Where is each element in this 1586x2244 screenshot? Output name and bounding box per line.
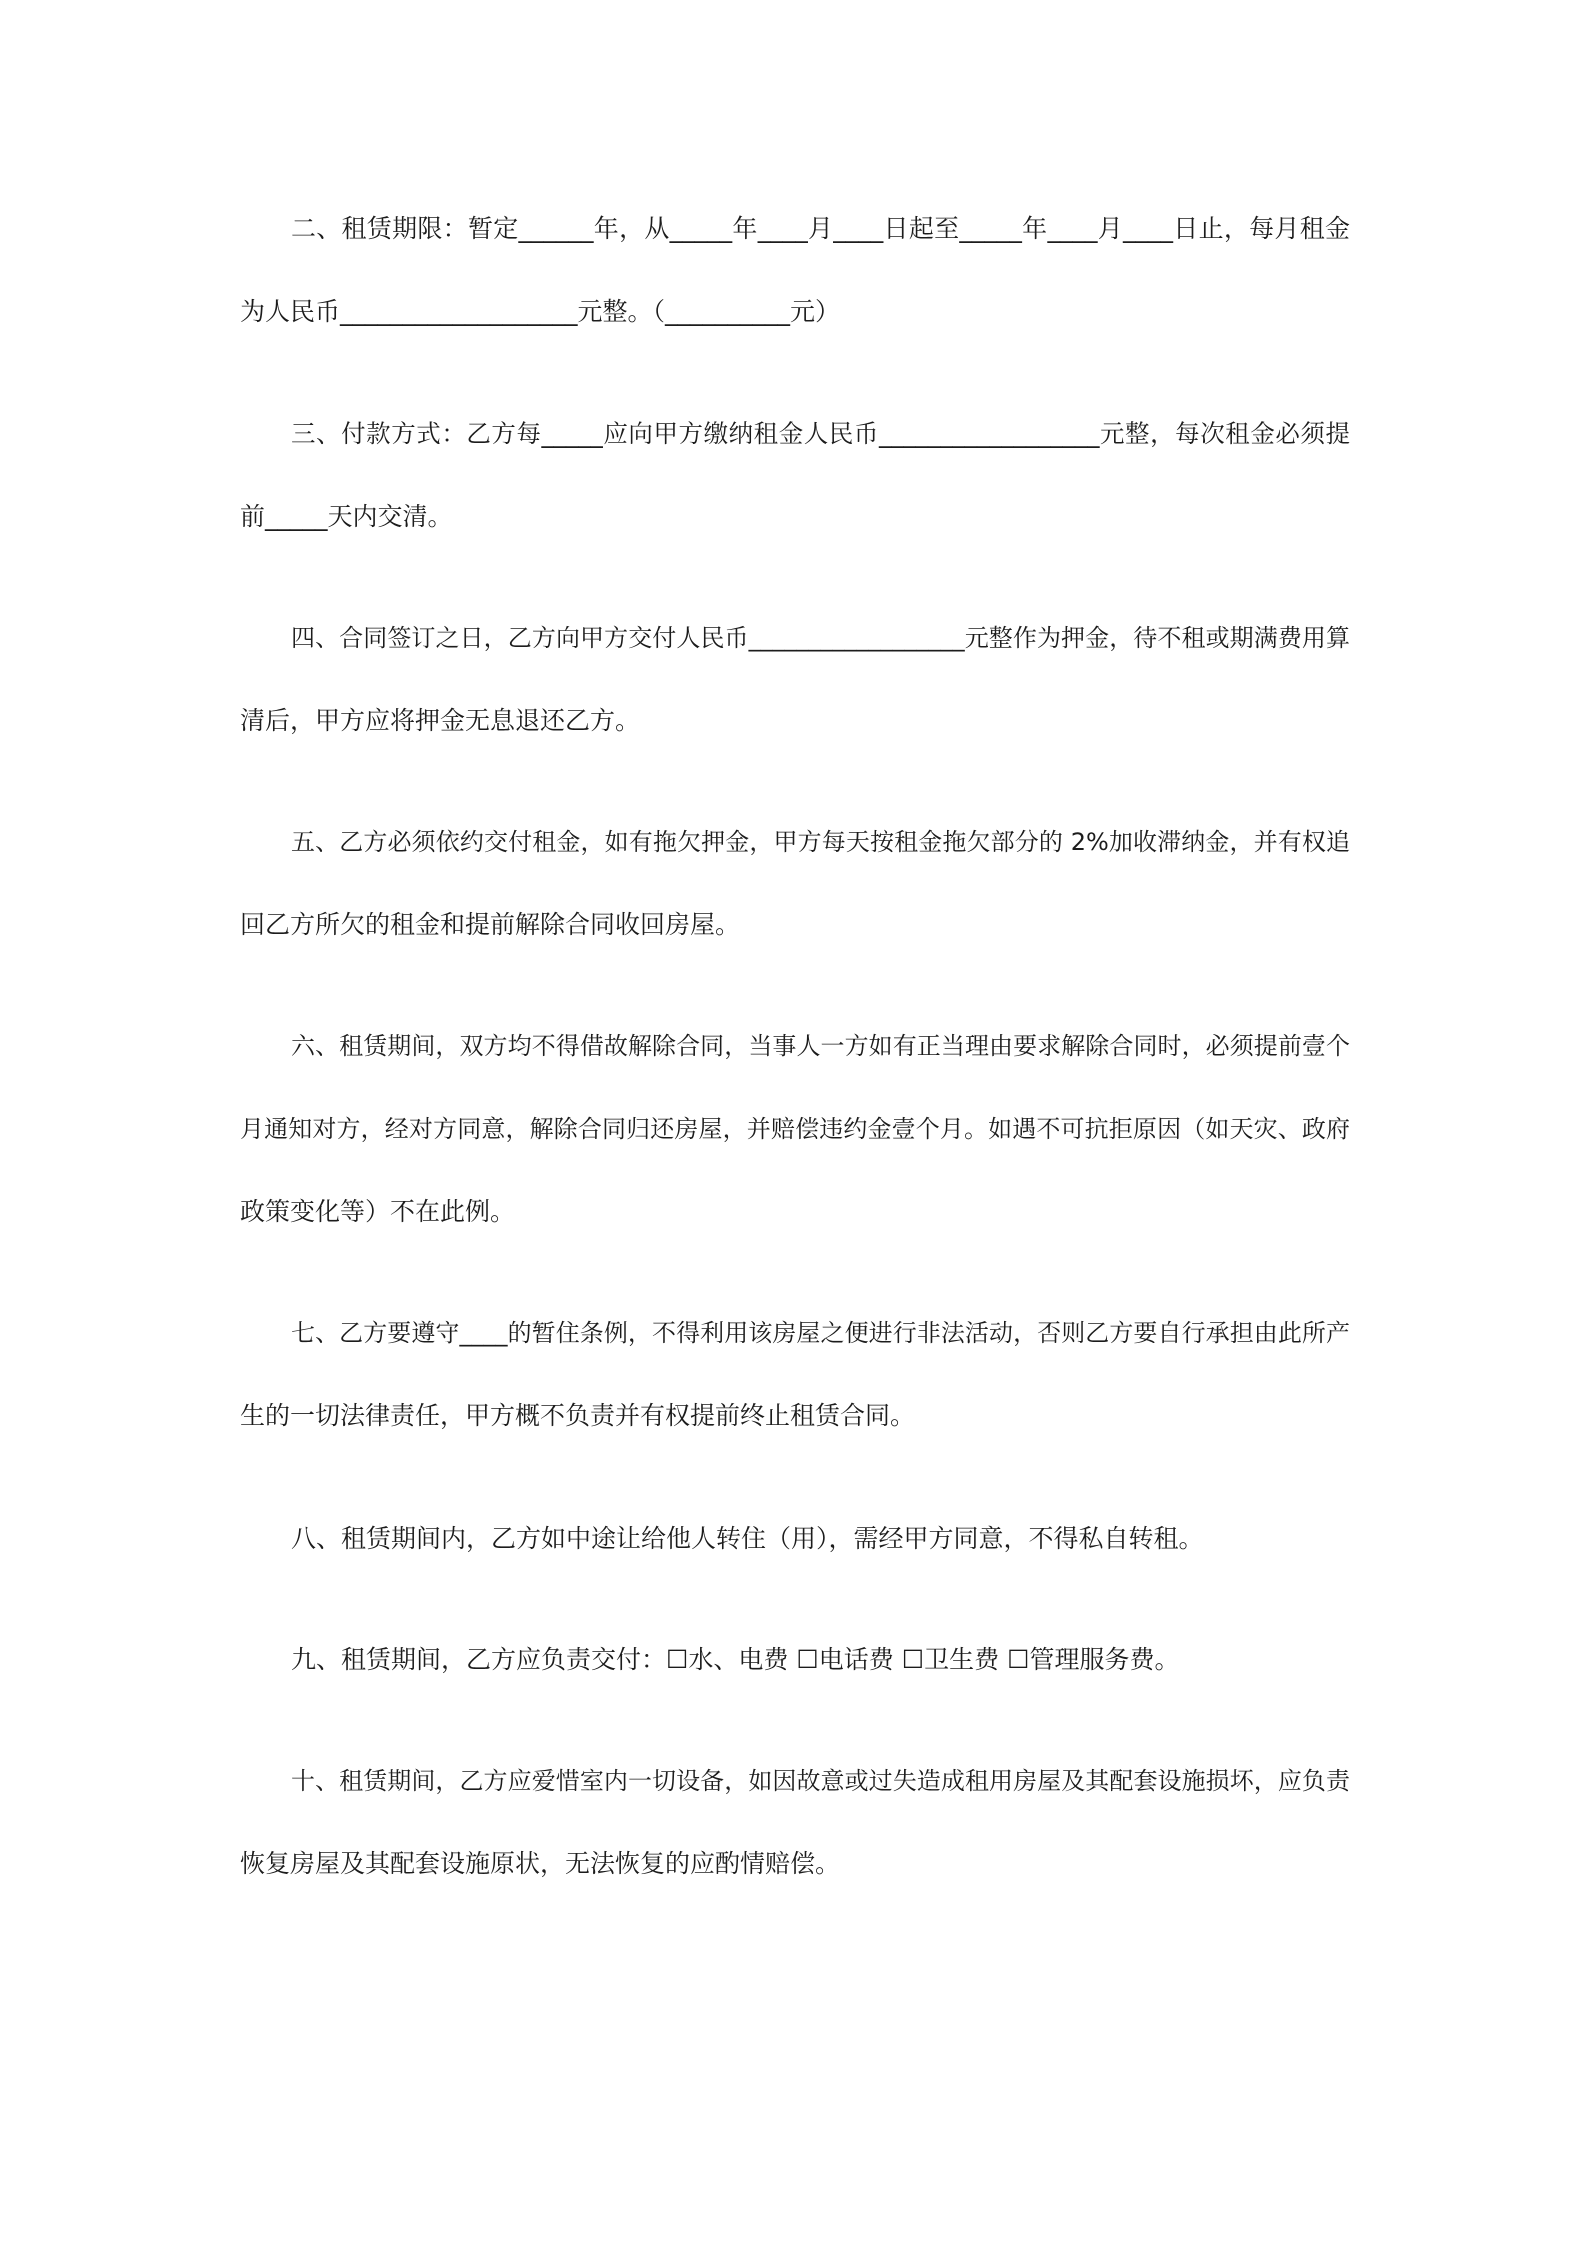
clause-6-line-2: 月通知对方，经对方同意，解除合同归还房屋，并赔偿违约金壹个月。如遇不可抗拒原因（如天灾、政府 bbox=[240, 1115, 1350, 1143]
clause-10-line-1: 十、租赁期间，乙方应爱惜室内一切设备，如因故意或过失造成租用房屋及其配套设施损坏，应负责 bbox=[291, 1767, 1350, 1795]
clause-7-line-2: 生的一切法律责任，甲方概不负责并有权提前终止租赁合同。 bbox=[240, 1401, 916, 1430]
clause-10-line-2: 恢复房屋及其配套设施原状，无法恢复的应酌情赔偿。 bbox=[240, 1849, 841, 1878]
clause-7-line-1: 七、乙方要遵守____的暂住条例，不得利用该房屋之便进行非法活动，否则乙方要自行承担由此所产 bbox=[291, 1319, 1350, 1347]
clause-6-line-3: 政策变化等）不在此例。 bbox=[240, 1197, 516, 1226]
clause-9-line-1: 九、租赁期间，乙方应负责交付：☐水、电费 ☐电话费 ☐卫生费 ☐管理服务费。 bbox=[291, 1645, 1180, 1674]
clause-6-line-1: 六、租赁期间，双方均不得借故解除合同，当事人一方如有正当理由要求解除合同时，必须提前壹个 bbox=[291, 1032, 1350, 1060]
clause-3-line-1: 三、付款方式：乙方每_____应向甲方缴纳租金人民币__________________元整，每次租金必须提 bbox=[291, 419, 1350, 448]
clause-3-line-2: 前_____天内交清。 bbox=[240, 502, 453, 531]
clause-2-line-2: 为人民币___________________元整。（__________元） bbox=[240, 297, 841, 326]
clause-2-line-1: 二、租赁期限：暂定______年，从_____年____月____日起至_____年____月____日止，每月租金 bbox=[291, 214, 1350, 243]
clause-5-line-1: 五、乙方必须依约交付租金，如有拖欠押金，甲方每天按租金拖欠部分的 2%加收滞纳金，并有权追 bbox=[291, 828, 1350, 856]
clause-4-line-2: 清后，甲方应将押金无息退还乙方。 bbox=[240, 706, 641, 735]
clause-4-line-1: 四、合同签订之日，乙方向甲方交付人民币__________________元整作为押金，待不租或期满费用算 bbox=[291, 624, 1350, 652]
clause-8-line-1: 八、租赁期间内，乙方如中途让给他人转住（用），需经甲方同意，不得私自转租。 bbox=[291, 1524, 1204, 1553]
clause-5-line-2: 回乙方所欠的租金和提前解除合同收回房屋。 bbox=[240, 910, 741, 939]
